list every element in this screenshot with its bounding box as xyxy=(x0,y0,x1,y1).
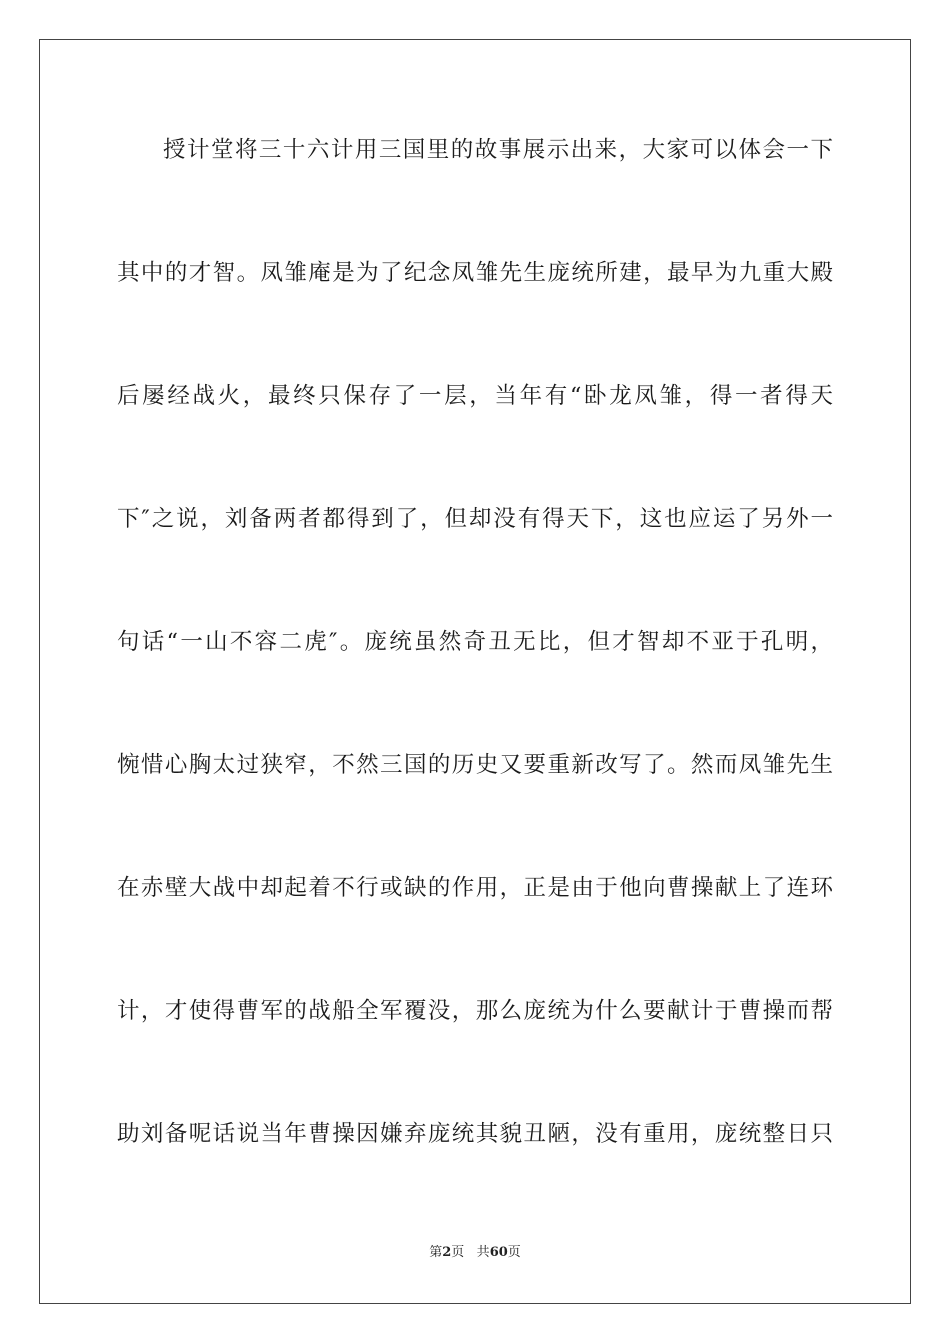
paragraph-line-6: 惋惜心胸太过狭窄，不然三国的历史又要重新改写了。然而凤雏先生 xyxy=(117,752,833,778)
footer-page-prefix: 第 xyxy=(429,1245,443,1260)
paragraph-line-3: 后屡经战火，最终只保存了一层，当年有“卧龙凤雏，得一者得天 xyxy=(117,383,833,409)
page-border xyxy=(39,39,911,1304)
footer-total-prefix: 共 xyxy=(476,1245,490,1260)
paragraph-line-7: 在赤壁大战中却起着不行或缺的作用，正是由于他向曹操献上了连环 xyxy=(117,875,833,901)
footer-page-suffix: 页 xyxy=(451,1245,465,1260)
footer-page-number: 2 xyxy=(442,1245,452,1260)
page-footer xyxy=(0,1245,950,1261)
paragraph-line-9: 助刘备呢话说当年曹操因嫌弃庞统其貌丑陋，没有重用，庞统整日只 xyxy=(117,1121,833,1147)
footer-total-suffix: 页 xyxy=(507,1245,521,1260)
paragraph-line-2: 其中的才智。凤雏庵是为了纪念凤雏先生庞统所建，最早为九重大殿 xyxy=(117,260,833,286)
footer-total-pages: 60 xyxy=(489,1245,508,1260)
paragraph-line-4: 下″之说，刘备两者都得到了，但却没有得天下，这也应运了另外一 xyxy=(117,506,833,532)
paragraph-line-8: 计，才使得曹军的战船全军覆没，那么庞统为什么要献计于曹操而帮 xyxy=(117,998,833,1024)
paragraph-line-5: 句话“一山不容二虎″。庞统虽然奇丑无比，但才智却不亚于孔明， xyxy=(117,629,833,655)
paragraph-line-1: 授计堂将三十六计用三国里的故事展示出来，大家可以体会一下 xyxy=(163,137,833,163)
